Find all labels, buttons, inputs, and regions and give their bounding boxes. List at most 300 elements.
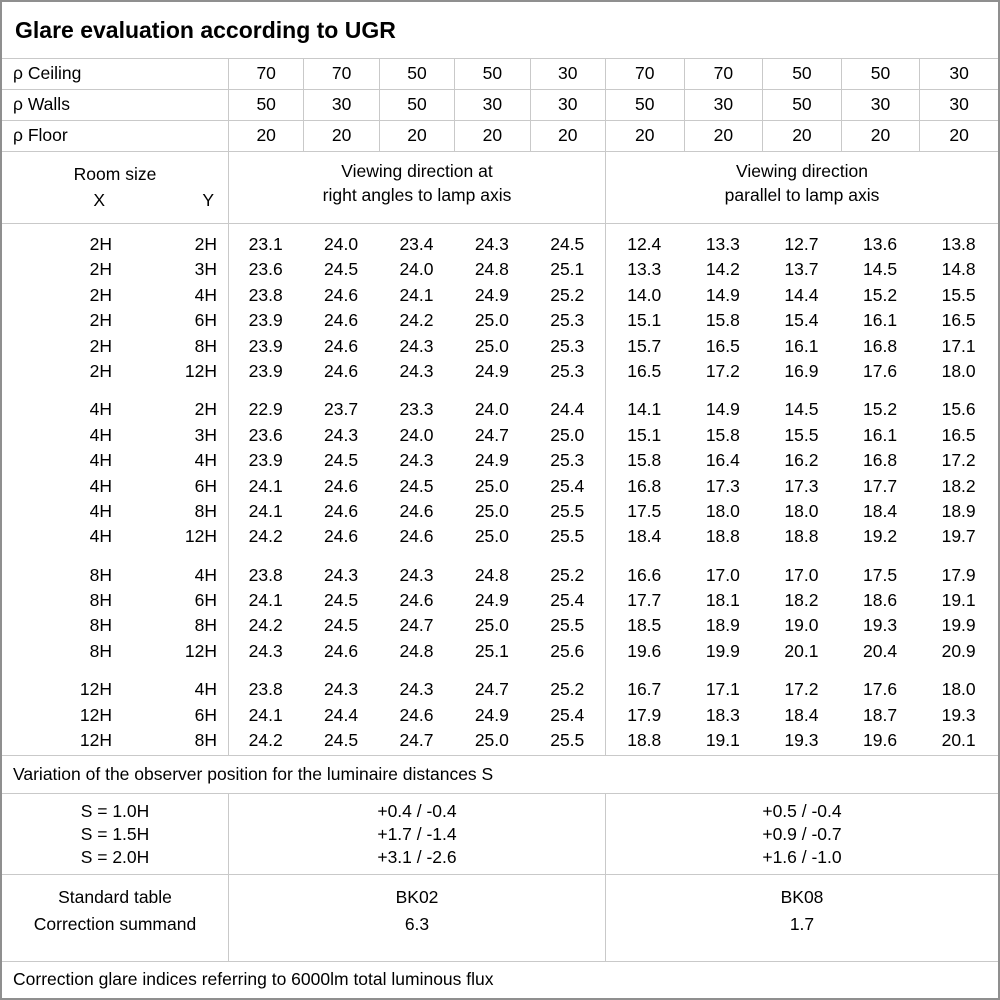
reflectance-value: 20 — [379, 121, 454, 151]
ugr-value: 14.4 — [784, 284, 819, 305]
ugr-value: 15.4 — [784, 310, 819, 331]
ugr-value: 14.5 — [784, 399, 819, 420]
ugr-value: 24.6 — [324, 310, 359, 331]
ugr-value: 24.6 — [399, 590, 434, 611]
summary-parallel-cell — [605, 875, 998, 961]
ugr-value: 17.7 — [863, 475, 898, 496]
correction-summand-label: Correction summand — [33, 914, 197, 934]
spacing-label: S = 1.0H — [80, 800, 150, 821]
table-row — [2, 397, 998, 422]
ugr-value: 14.5 — [863, 259, 898, 280]
ugr-value: 17.0 — [784, 564, 819, 585]
ugr-value: 24.7 — [399, 730, 434, 751]
ugr-value: 19.3 — [784, 730, 819, 751]
group-header-line: parallel to lamp axis — [724, 185, 880, 205]
ugr-value: 25.0 — [474, 500, 509, 521]
ugr-value: 24.8 — [399, 640, 434, 661]
ugr-value: 24.2 — [248, 615, 283, 636]
ugr-value: 24.3 — [324, 424, 359, 445]
ugr-value: 14.9 — [705, 284, 740, 305]
ugr-value: 17.7 — [627, 590, 662, 611]
reflectance-value: 50 — [841, 59, 920, 89]
ugr-value: 17.9 — [627, 704, 662, 725]
ugr-value: 18.8 — [784, 526, 819, 547]
table-row — [2, 308, 998, 333]
reflectance-value: 50 — [228, 90, 303, 120]
ugr-value: 24.5 — [324, 730, 359, 751]
room-size-y: 6H — [194, 310, 217, 331]
ugr-value: 18.1 — [705, 590, 740, 611]
standard-table-value-group1: BK02 — [395, 887, 439, 907]
reflectance-value: 20 — [303, 121, 378, 151]
reflectance-row-label: ρ Walls — [13, 94, 70, 114]
ugr-value: 17.1 — [705, 679, 740, 700]
footer-note: Correction glare indices referring to 6000lm total luminous flux — [13, 969, 494, 989]
ugr-value: 17.3 — [705, 475, 740, 496]
ugr-value: 25.2 — [550, 679, 585, 700]
group-header-line: right angles to lamp axis — [322, 185, 512, 205]
ugr-value: 24.3 — [399, 564, 434, 585]
ugr-value: 20.4 — [863, 640, 898, 661]
ugr-value: 16.1 — [863, 424, 898, 445]
ugr-value: 23.8 — [248, 679, 283, 700]
room-size-x: 2H — [89, 284, 112, 305]
ugr-value: 24.1 — [248, 500, 283, 521]
ugr-value: 25.1 — [550, 259, 585, 280]
table-row — [2, 728, 998, 753]
summary-labels-cell — [2, 875, 228, 961]
room-size-y: 12H — [184, 526, 217, 547]
group-header-line: Viewing direction at — [341, 161, 493, 181]
table-row — [2, 499, 998, 524]
ugr-value: 20.9 — [941, 640, 976, 661]
ugr-value: 18.0 — [705, 500, 740, 521]
ugr-value: 17.1 — [941, 335, 976, 356]
ugr-value: 25.3 — [550, 450, 585, 471]
reflectance-value: 20 — [762, 121, 841, 151]
ugr-value: 20.1 — [784, 640, 819, 661]
ugr-value: 24.0 — [399, 424, 434, 445]
ugr-value: 24.9 — [474, 360, 509, 381]
ugr-value: 15.7 — [627, 335, 662, 356]
ugr-value: 24.9 — [474, 450, 509, 471]
ugr-value: 25.0 — [474, 730, 509, 751]
variation-note: Variation of the observer position for the luminaire distances S — [2, 756, 998, 794]
reflectance-row — [2, 121, 998, 152]
ugr-value: 13.3 — [705, 234, 740, 254]
room-size-y: 6H — [194, 475, 217, 496]
reflectance-value: 20 — [530, 121, 605, 151]
ugr-value: 25.1 — [474, 640, 509, 661]
ugr-value: 17.5 — [863, 564, 898, 585]
ugr-value: 24.6 — [399, 526, 434, 547]
ugr-value: 16.5 — [941, 424, 976, 445]
standard-table-value-group2: BK08 — [780, 887, 824, 907]
ugr-value: 18.0 — [941, 679, 976, 700]
ugr-value: 24.3 — [474, 234, 509, 254]
reflectance-value: 30 — [530, 59, 605, 89]
reflectance-row — [2, 90, 998, 121]
ugr-value: 19.1 — [941, 590, 976, 611]
table-row — [2, 423, 998, 448]
reflectance-row-label: ρ Ceiling — [13, 63, 82, 83]
ugr-value: 25.0 — [474, 526, 509, 547]
room-size-x: 2H — [89, 360, 112, 381]
ugr-value: 24.1 — [399, 284, 434, 305]
ugr-value: 14.9 — [705, 399, 740, 420]
ugr-value: 23.3 — [399, 399, 434, 420]
ugr-value: 16.8 — [627, 475, 662, 496]
room-size-x: 4H — [89, 450, 112, 471]
spacing-values-right-angles-cell — [228, 794, 605, 874]
ugr-value: 14.1 — [627, 399, 662, 420]
ugr-value: 17.2 — [705, 360, 740, 381]
room-size-x: 4H — [89, 475, 112, 496]
reflectance-value: 50 — [762, 90, 841, 120]
ugr-value: 25.0 — [474, 475, 509, 496]
column-header-y: Y — [202, 190, 214, 210]
column-header-x: X — [93, 190, 105, 210]
ugr-block — [2, 563, 998, 665]
reflectance-value: 70 — [605, 59, 684, 89]
ugr-value: 12.4 — [627, 234, 662, 254]
ugr-value: 13.6 — [863, 234, 898, 254]
ugr-value: 18.8 — [627, 730, 662, 751]
ugr-value: 16.9 — [784, 360, 819, 381]
standard-table-label: Standard table — [58, 887, 172, 907]
ugr-value: 16.4 — [705, 450, 740, 471]
ugr-value: 20.1 — [941, 730, 976, 751]
room-size-header-cell — [2, 152, 228, 223]
ugr-block — [2, 397, 998, 549]
ugr-value: 17.2 — [784, 679, 819, 700]
room-size-x: 4H — [89, 424, 112, 445]
ugr-value: 19.6 — [863, 730, 898, 751]
room-size-y: 12H — [184, 360, 217, 381]
ugr-value: 12.7 — [784, 234, 819, 254]
ugr-value: 19.2 — [863, 526, 898, 547]
reflectance-value: 70 — [303, 59, 378, 89]
ugr-value: 24.2 — [399, 310, 434, 331]
ugr-value: 23.9 — [248, 310, 283, 331]
ugr-value: 24.9 — [474, 284, 509, 305]
spacing-value: +0.9 / -0.7 — [762, 823, 842, 844]
ugr-value: 24.6 — [324, 335, 359, 356]
ugr-value: 17.5 — [627, 500, 662, 521]
ugr-value: 24.8 — [474, 564, 509, 585]
ugr-value: 25.4 — [550, 704, 585, 725]
ugr-value: 15.5 — [941, 284, 976, 305]
reflectance-value: 30 — [684, 90, 763, 120]
ugr-value: 24.6 — [324, 640, 359, 661]
reflectance-value: 50 — [454, 59, 529, 89]
ugr-value: 18.5 — [627, 615, 662, 636]
ugr-value: 24.7 — [474, 424, 509, 445]
table-row — [2, 474, 998, 499]
spacing-label: S = 1.5H — [80, 823, 150, 844]
ugr-value: 25.6 — [550, 640, 585, 661]
ugr-value: 24.3 — [324, 564, 359, 585]
reflectance-row-label: ρ Floor — [13, 125, 68, 145]
ugr-value: 24.2 — [248, 526, 283, 547]
table-row — [2, 524, 998, 549]
reflectance-value: 50 — [379, 90, 454, 120]
ugr-value: 25.0 — [474, 310, 509, 331]
room-size-y: 3H — [194, 259, 217, 280]
reflectance-value: 20 — [454, 121, 529, 151]
ugr-value: 18.7 — [863, 704, 898, 725]
ugr-value: 19.3 — [941, 704, 976, 725]
ugr-value: 18.9 — [705, 615, 740, 636]
ugr-value: 14.8 — [941, 259, 976, 280]
ugr-value: 17.3 — [784, 475, 819, 496]
ugr-value: 16.5 — [627, 360, 662, 381]
room-size-y: 4H — [194, 450, 217, 471]
room-size-y: 3H — [194, 424, 217, 445]
spacing-label: S = 2.0H — [80, 846, 150, 867]
spacing-labels-cell — [2, 794, 228, 874]
ugr-value: 23.6 — [248, 424, 283, 445]
ugr-value: 15.1 — [627, 424, 662, 445]
room-size-y: 8H — [194, 500, 217, 521]
ugr-value: 16.5 — [705, 335, 740, 356]
ugr-value: 24.3 — [399, 450, 434, 471]
reflectance-value: 30 — [454, 90, 529, 120]
ugr-value: 25.0 — [474, 335, 509, 356]
ugr-value: 15.6 — [941, 399, 976, 420]
reflectance-header-rows — [2, 59, 998, 152]
room-size-y: 4H — [194, 679, 217, 700]
room-size-x: 12H — [79, 730, 112, 751]
table-row — [2, 448, 998, 473]
table-row — [2, 283, 998, 308]
table-row — [2, 677, 998, 702]
ugr-value: 24.7 — [399, 615, 434, 636]
vertical-gridline-center — [605, 224, 606, 755]
ugr-value: 14.0 — [627, 284, 662, 305]
ugr-value: 24.9 — [474, 590, 509, 611]
ugr-value: 18.9 — [941, 500, 976, 521]
ugr-value: 23.8 — [248, 564, 283, 585]
ugr-value: 24.3 — [324, 679, 359, 700]
table-row — [2, 703, 998, 728]
ugr-value: 16.8 — [863, 450, 898, 471]
reflectance-value: 30 — [303, 90, 378, 120]
ugr-value: 17.0 — [705, 564, 740, 585]
room-size-y: 8H — [194, 615, 217, 636]
ugr-value: 23.9 — [248, 360, 283, 381]
ugr-value: 25.4 — [550, 475, 585, 496]
ugr-data-rows — [2, 224, 998, 753]
ugr-value: 25.5 — [550, 615, 585, 636]
reflectance-value: 30 — [919, 59, 998, 89]
room-size-label: Room size — [73, 164, 157, 184]
reflectance-value: 20 — [841, 121, 920, 151]
ugr-value: 25.0 — [474, 615, 509, 636]
ugr-value: 23.1 — [248, 234, 283, 254]
room-size-y: 6H — [194, 704, 217, 725]
ugr-value: 24.0 — [324, 234, 359, 254]
room-size-y: 8H — [194, 730, 217, 751]
ugr-value: 25.3 — [550, 335, 585, 356]
ugr-value: 24.1 — [248, 475, 283, 496]
reflectance-value: 30 — [841, 90, 920, 120]
reflectance-value: 50 — [762, 59, 841, 89]
ugr-value: 18.6 — [863, 590, 898, 611]
table-row — [2, 588, 998, 613]
ugr-value: 24.5 — [324, 450, 359, 471]
room-size-y: 6H — [194, 590, 217, 611]
room-size-x: 4H — [89, 500, 112, 521]
room-size-header-row — [2, 152, 998, 224]
ugr-value: 24.1 — [248, 704, 283, 725]
ugr-value: 16.1 — [784, 335, 819, 356]
ugr-value: 24.9 — [474, 704, 509, 725]
ugr-value: 24.3 — [399, 335, 434, 356]
table-row — [2, 613, 998, 638]
room-size-y: 2H — [194, 399, 217, 420]
room-size-x: 12H — [79, 679, 112, 700]
ugr-value: 19.3 — [863, 615, 898, 636]
ugr-data-area — [2, 224, 998, 756]
ugr-value: 23.6 — [248, 259, 283, 280]
ugr-value: 24.5 — [324, 590, 359, 611]
ugr-value: 17.6 — [863, 679, 898, 700]
ugr-value: 15.8 — [627, 450, 662, 471]
ugr-value: 25.2 — [550, 284, 585, 305]
reflectance-value: 50 — [379, 59, 454, 89]
spacing-value: +0.4 / -0.4 — [377, 800, 457, 821]
correction-summand-value-group2: 1.7 — [789, 914, 815, 934]
room-size-y: 8H — [194, 335, 217, 356]
ugr-value: 25.5 — [550, 500, 585, 521]
spacing-value: +1.6 / -1.0 — [762, 846, 842, 867]
room-size-x: 2H — [89, 234, 112, 254]
room-size-x: 8H — [89, 590, 112, 611]
ugr-value: 18.8 — [705, 526, 740, 547]
ugr-value: 25.4 — [550, 590, 585, 611]
ugr-value: 23.9 — [248, 450, 283, 471]
xy-column-headers — [2, 187, 228, 213]
table-row — [2, 334, 998, 359]
ugr-block — [2, 232, 998, 384]
ugr-value: 13.8 — [941, 234, 976, 254]
ugr-value: 24.6 — [324, 475, 359, 496]
table-row — [2, 257, 998, 282]
ugr-value: 16.8 — [863, 335, 898, 356]
ugr-value: 24.6 — [324, 526, 359, 547]
ugr-value: 19.9 — [941, 615, 976, 636]
spacing-values-parallel-cell — [605, 794, 998, 874]
ugr-value: 25.3 — [550, 310, 585, 331]
ugr-value: 15.8 — [705, 424, 740, 445]
correction-summand-value-group1: 6.3 — [404, 914, 430, 934]
room-size-x: 2H — [89, 335, 112, 356]
ugr-value: 25.2 — [550, 564, 585, 585]
page-title: Glare evaluation according to UGR — [2, 2, 998, 59]
ugr-value: 25.5 — [550, 526, 585, 547]
ugr-value: 15.2 — [863, 284, 898, 305]
table-row — [2, 359, 998, 384]
room-size-y: 2H — [194, 234, 217, 254]
room-size-x: 4H — [89, 399, 112, 420]
ugr-value: 18.2 — [941, 475, 976, 496]
ugr-value: 24.6 — [399, 500, 434, 521]
reflectance-value: 30 — [530, 90, 605, 120]
ugr-value: 15.1 — [627, 310, 662, 331]
ugr-value: 22.9 — [248, 399, 283, 420]
ugr-value: 15.2 — [863, 399, 898, 420]
ugr-value: 17.2 — [941, 450, 976, 471]
reflectance-value: 70 — [684, 59, 763, 89]
ugr-value: 18.4 — [784, 704, 819, 725]
viewing-direction-right-angles-header — [228, 152, 605, 223]
ugr-value: 24.3 — [399, 679, 434, 700]
ugr-value: 19.7 — [941, 526, 976, 547]
vertical-gridline-left — [228, 224, 229, 755]
room-size-x: 8H — [89, 640, 112, 661]
ugr-value: 25.5 — [550, 730, 585, 751]
ugr-value: 16.1 — [863, 310, 898, 331]
ugr-value: 16.2 — [784, 450, 819, 471]
ugr-value: 25.3 — [550, 360, 585, 381]
ugr-value: 19.6 — [627, 640, 662, 661]
ugr-value: 24.6 — [324, 284, 359, 305]
table-row — [2, 639, 998, 664]
ugr-value: 18.0 — [784, 500, 819, 521]
ugr-value: 13.7 — [784, 259, 819, 280]
ugr-value: 24.5 — [399, 475, 434, 496]
ugr-value: 24.1 — [248, 590, 283, 611]
room-size-x: 8H — [89, 615, 112, 636]
reflectance-row — [2, 59, 998, 90]
ugr-value: 24.6 — [324, 500, 359, 521]
viewing-direction-parallel-header — [605, 152, 998, 223]
reflectance-value: 20 — [919, 121, 998, 151]
ugr-value: 24.4 — [550, 399, 585, 420]
ugr-block — [2, 677, 998, 753]
ugr-value: 15.8 — [705, 310, 740, 331]
reflectance-value: 20 — [684, 121, 763, 151]
ugr-value: 25.0 — [550, 424, 585, 445]
spacing-variation-section — [2, 794, 998, 875]
ugr-value: 24.0 — [474, 399, 509, 420]
ugr-value: 18.4 — [627, 526, 662, 547]
ugr-value: 24.5 — [324, 615, 359, 636]
summary-right-angles-cell — [228, 875, 605, 961]
ugr-value: 18.0 — [941, 360, 976, 381]
ugr-value: 16.6 — [627, 564, 662, 585]
reflectance-value: 20 — [228, 121, 303, 151]
spacing-value: +0.5 / -0.4 — [762, 800, 842, 821]
ugr-value: 24.6 — [399, 704, 434, 725]
table-row — [2, 563, 998, 588]
room-size-x: 4H — [89, 526, 112, 547]
spacing-value: +1.7 / -1.4 — [377, 823, 457, 844]
ugr-value: 24.8 — [474, 259, 509, 280]
group-header-line: Viewing direction — [736, 161, 868, 181]
ugr-value: 24.0 — [399, 259, 434, 280]
ugr-value: 16.7 — [627, 679, 662, 700]
ugr-value: 18.3 — [705, 704, 740, 725]
room-size-y: 4H — [194, 284, 217, 305]
ugr-value: 23.9 — [248, 335, 283, 356]
room-size-x: 8H — [89, 564, 112, 585]
room-size-x: 2H — [89, 259, 112, 280]
room-size-y: 12H — [184, 640, 217, 661]
ugr-value: 17.9 — [941, 564, 976, 585]
room-size-x: 2H — [89, 310, 112, 331]
